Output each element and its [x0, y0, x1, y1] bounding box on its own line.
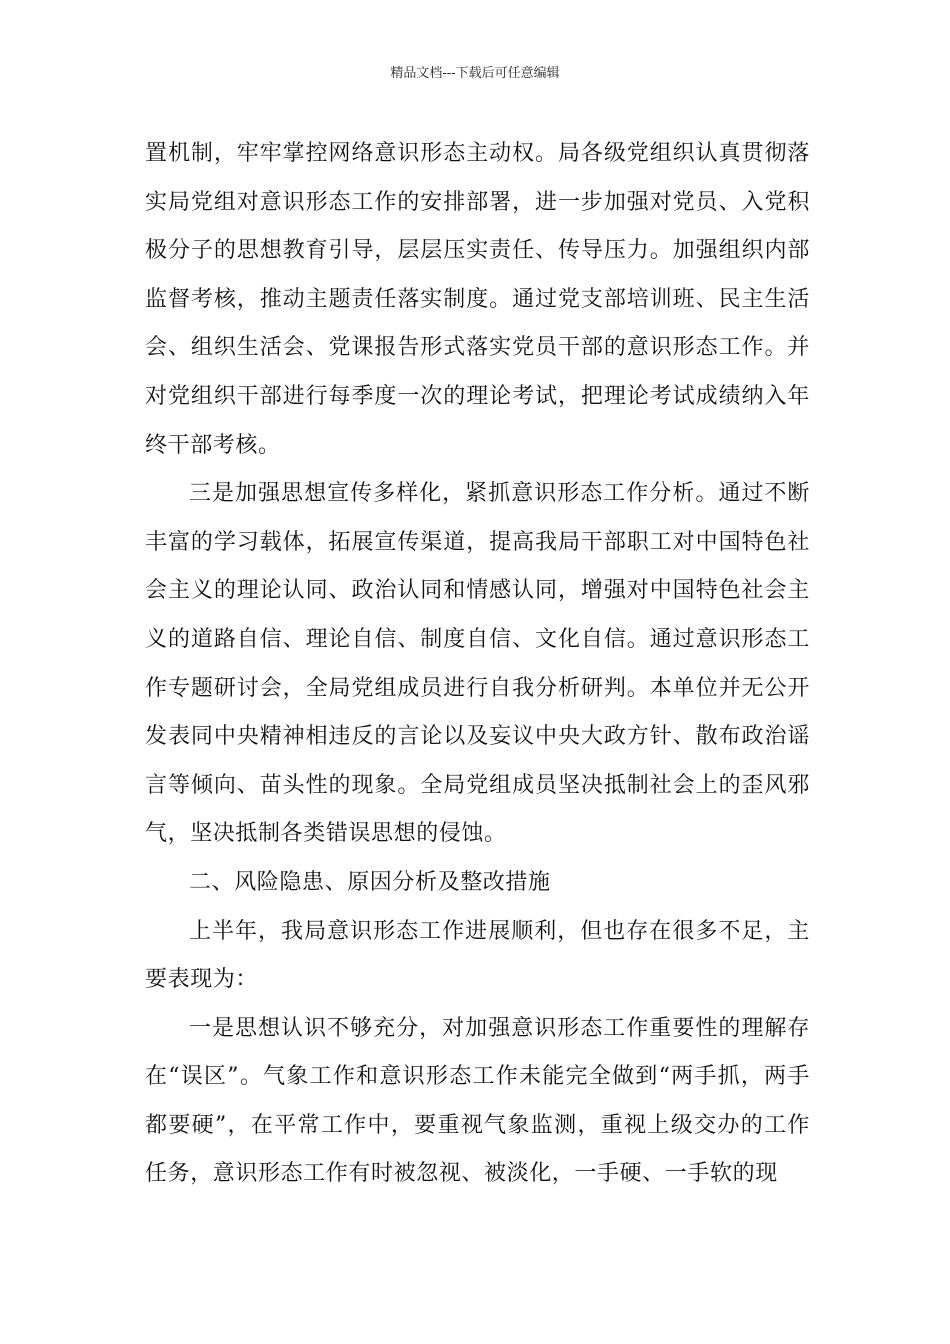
- section-heading: 二、风险隐患、原因分析及整改措施: [189, 869, 551, 895]
- page-header: 精品文档---下载后可任意编辑: [390, 66, 560, 81]
- paragraph-3: 上半年，我局意识形态工作进展顺利，但也存在很多不足，主要表现为：: [145, 918, 810, 993]
- document-body: [145, 130, 810, 1199]
- paragraph-1: 置机制，牢牢掌控网络意识形态主动权。局各级党组织认真贯彻落实局党组对意识形态工作的安排部署，进一步加强对党员、入党积极分子的思想教育引导，层层压实责任、传导压力。加强组织内部监督考核，推动主题责任落实制度。通过党支部培训班、民主生活会、组织生活会、党课报告形式落实党员干部的意识形态工作。并对党组织干部进行每季度一次的理论考试，把理论考试成绩纳入年终干部考核。: [145, 141, 810, 458]
- paragraph-2: 三是加强思想宣传多样化，紧抓意识形态工作分析。通过不断丰富的学习载体，拓展宣传渠道，提高我局干部职工对中国特色社会主义的理论认同、政治认同和情感认同，增强对中国特色社会主义的道路自信、理论自信、制度自信、文化自信。通过意识形态工作专题研讨会，全局党组成员进行自我分析研判。本单位并无公开发表同中央精神相违反的言论以及妄议中央大政方针、散布政治谣言等倾向、苗头性的现象。全局党组成员坚决抵制社会上的歪风邪气，坚决抵制各类错误思想的侵蚀。: [145, 481, 810, 847]
- paragraph-4: 一是思想认识不够充分，对加强意识形态工作重要性的理解存在“误区”。气象工作和意识形态工作未能完全做到“两手抓，两手都要硬”，在平常工作中，要重视气象监测，重视上级交办的工作任务，意识形态工作有时被忽视、被淡化，一手硬、一手软的现: [145, 1015, 810, 1187]
